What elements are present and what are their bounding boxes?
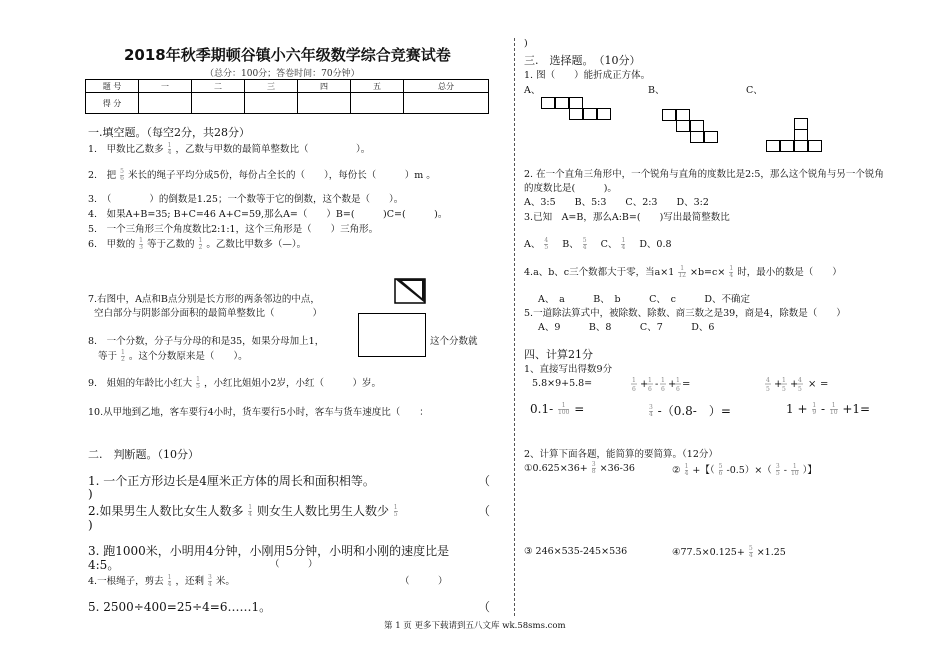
svg-text:+: + xyxy=(774,379,783,390)
svg-text:6: 6 xyxy=(648,386,652,393)
s1-text: ①0.625×36+ xyxy=(524,463,588,474)
e3-text: -（0.8- ）= xyxy=(657,404,731,418)
fraction: $\frac{1}{2}$ xyxy=(121,349,125,363)
simplify-3: ③ 246×535-245×536 xyxy=(524,546,628,557)
fraction: $\frac{1}{12}$ xyxy=(678,265,686,279)
q9-text: 9. 姐姐的年龄比小红大 xyxy=(88,378,193,389)
s4-text: ④77.5×0.125+ xyxy=(672,547,745,558)
q2-text-2: 米长的绳子平均分成5份，每份占全长的（ ），每份长（ ）m 。 xyxy=(127,170,436,181)
question-5: 5. 一个三角形三个角度数比2:1:1，这个三角形是（ ）三角形。 xyxy=(88,224,379,235)
q8-text-2: 。这个分数原来是（ ）。 xyxy=(128,351,248,362)
expr-5 xyxy=(648,402,731,419)
q1-text-2: ，乙数与甲数的最简单整数比（ ）。 xyxy=(175,144,371,155)
simplify-2 xyxy=(672,462,817,477)
expr-6: 1 + $\frac{1}{9}$ - $\frac{1}{10}$ +1= xyxy=(786,402,871,416)
j4-text: 4.一根绳子，剪去 xyxy=(88,576,164,587)
svg-text:5: 5 xyxy=(782,386,786,393)
score-cell[interactable] xyxy=(139,93,192,114)
svg-text:6: 6 xyxy=(676,386,680,393)
fraction: $\frac{1}{5}$ xyxy=(393,504,398,518)
score-cell[interactable] xyxy=(404,93,489,114)
carry-paren: ) xyxy=(524,38,528,49)
judge-5-paren: （ xyxy=(478,600,491,614)
svg-text:1: 1 xyxy=(648,377,652,384)
s2-text-3: -0.5）×（ xyxy=(726,465,772,476)
q6-text-3: 。乙数比甲数多（—）。 xyxy=(206,239,307,250)
expr-2-fractions xyxy=(630,374,691,394)
svg-text:6: 6 xyxy=(632,386,636,393)
q1-text: 1. 甲数比乙数多 xyxy=(88,144,164,155)
simplify-1 xyxy=(524,462,635,475)
s2-text: ② xyxy=(672,465,681,476)
fraction: $\frac{3}{8}$ xyxy=(591,461,596,475)
score-cell[interactable] xyxy=(298,93,351,114)
section-calc: 四、计算21分 xyxy=(524,348,593,361)
calc-part-2: 2、计算下面各题，能简算的要简算。（12分） xyxy=(524,449,718,460)
fraction: $\frac{5}{4}$ xyxy=(748,545,753,559)
question-9 xyxy=(88,375,381,390)
judge-2-close: ) xyxy=(88,518,93,532)
fraction: $\frac{1}{10}$ xyxy=(829,402,838,416)
svg-text:+: + xyxy=(668,379,677,390)
judge-1: 1. 一个正方形边长是4厘米正方体的周长和面积相等。 xyxy=(88,474,375,488)
section-choice: 三. 选择题。 （10分） xyxy=(524,54,641,67)
score-table xyxy=(85,79,489,114)
choice-2-line1: 2. 在一个直角三角形中，一个锐角与直角的度数比是2:5，那么这个锐角与另一个锐角 xyxy=(524,169,884,180)
fraction: $\frac{1}{4}$ xyxy=(621,237,626,251)
page-subtitle: （总分：100分；答卷时间：70分钟） xyxy=(205,69,360,79)
judge-3: 3. 跑1000米，小明用4分钟，小刚用5分钟，小明和小刚的速度比是 xyxy=(88,544,450,558)
judge-2-paren: （ xyxy=(478,504,491,518)
fraction: $\frac{5}{6}$ xyxy=(120,168,124,182)
score-cell[interactable] xyxy=(351,93,404,114)
question-4: 4. 如果A+B=35; B+C=46 A+C=59,那么A=（ ）B=( )C=( )。 xyxy=(88,209,448,220)
svg-text:1: 1 xyxy=(782,377,786,384)
choice-1-option-c: C、 xyxy=(746,85,763,96)
choice-3: 3.已知 A=B，那么A:B=( )写出最简整数比 xyxy=(524,212,730,223)
svg-text:4: 4 xyxy=(766,377,770,384)
page-title: 2018年秋季期顿谷镇小六年级数学综合竞赛试卷 xyxy=(124,46,451,64)
question-8-tail: 这个分数就 xyxy=(430,336,478,347)
question-7-line2: 空白部分与阴影部分面积的最简单整数比（ ） xyxy=(94,308,323,319)
score-col-5: 五 xyxy=(351,80,404,93)
fraction: $\frac{1}{5}$ xyxy=(196,376,200,390)
s2-text-5: ）】 xyxy=(802,465,817,476)
fraction: $\frac{1}{4}$ xyxy=(167,142,172,156)
score-cell[interactable] xyxy=(245,93,298,114)
fraction: $\frac{1}{4}$ xyxy=(684,463,689,477)
fraction: $\frac{1}{100}$ xyxy=(557,402,570,416)
choice-4-options: A、 a B、 b C、 c D、不确定 xyxy=(538,294,751,305)
fraction: $\frac{3}{5}$ xyxy=(775,463,780,477)
s4-text-2: ×1.25 xyxy=(756,547,786,558)
score-row-label: 得 分 xyxy=(86,93,139,114)
question-8-line2 xyxy=(98,348,248,363)
svg-text:1: 1 xyxy=(676,377,680,384)
score-col-4: 四 xyxy=(298,80,351,93)
c4-text-2: ×b=c× xyxy=(690,267,726,278)
simplify-4 xyxy=(672,546,786,559)
j2-text-2: 则女生人数比男生人数少 xyxy=(256,504,389,518)
j4-text-2: ，还剩 xyxy=(175,576,204,587)
score-col-label: 题 号 xyxy=(86,80,139,93)
j2-text: 2.如果男生人数比女生人数多 xyxy=(88,504,244,518)
svg-text:=: = xyxy=(820,379,829,390)
fraction: $\frac{1}{4}$ xyxy=(167,574,172,588)
choice-1: 1. 图（ ）能折成正方体。 xyxy=(524,70,651,81)
judge-5: 5. 2500÷400=25÷4=6……1。 xyxy=(88,600,272,614)
svg-text:6: 6 xyxy=(661,386,665,393)
fraction: $\frac{5}{6}$ xyxy=(718,463,723,477)
q2-text: 2. 把 xyxy=(88,170,117,181)
score-col-1: 一 xyxy=(139,80,192,93)
choice-5-options: A、9 B、8 C、7 D、6 xyxy=(538,322,715,333)
question-2 xyxy=(88,167,436,182)
section-true-false: 二. 判断题。（10分） xyxy=(88,448,199,461)
svg-text:4: 4 xyxy=(798,377,802,384)
e2-text: 0.1- xyxy=(530,402,554,416)
c3-opt-a: A、 xyxy=(524,239,541,250)
fraction: $\frac{3}{4}$ xyxy=(208,574,212,588)
c4-text: 4.a、b、c三个数都大于零，当a×1 xyxy=(524,267,675,278)
svg-text:5: 5 xyxy=(798,386,802,393)
fraction: $\frac{1}{4}$ xyxy=(729,265,734,279)
choice-4 xyxy=(524,264,842,279)
score-cell[interactable] xyxy=(192,93,245,114)
svg-text:5: 5 xyxy=(766,386,770,393)
svg-text:1: 1 xyxy=(632,377,636,384)
judge-2 xyxy=(88,502,399,519)
section-fill-blank: 一.填空题。（每空2分，共28分） xyxy=(88,126,250,139)
svg-text:=: = xyxy=(682,379,691,390)
e4-text-2: +1= xyxy=(842,402,871,416)
fraction: $\frac{1}{9}$ xyxy=(812,402,817,416)
choice-3-options xyxy=(524,236,672,251)
question-7-line1: 7.右图中，A点和B点分别是长方形的两条邻边的中点， xyxy=(88,294,320,305)
fraction: $\frac{1}{10}$ xyxy=(790,463,799,477)
fraction: $\frac{5}{4}$ xyxy=(582,237,587,251)
c3-opt-b: B、 xyxy=(562,239,579,250)
choice-5: 5.一道除法算式中，被除数、除数、商三数之是39，商是4，除数是（ ） xyxy=(524,308,846,319)
judge-3-line2: 4:5。 xyxy=(88,558,120,572)
s1-text-2: ×36-36 xyxy=(599,463,635,474)
judge-4 xyxy=(88,573,235,588)
c4-text-3: 时，最小的数是（ ） xyxy=(737,267,842,278)
question-10: 10.从甲地到乙地，客车要行4小时，货车要行5小时，客车与货车速度比（ ： xyxy=(88,407,429,418)
judge-1-paren: （ xyxy=(478,474,491,488)
choice-1-option-b: B、 xyxy=(648,85,665,96)
score-col-total: 总分 xyxy=(404,80,489,93)
expr-4 xyxy=(530,402,584,416)
judge-1-close: ) xyxy=(88,487,93,501)
s2-text-4: - xyxy=(783,465,787,476)
question-8-line1: 8. 一个分数，分子与分母的和是35，如果分母加上1， xyxy=(88,336,325,347)
calc-part-1: 1、直接写出得数9分 xyxy=(524,364,613,375)
fraction: $\frac{3}{4}$ xyxy=(649,404,653,418)
c3-opt-c: C、 xyxy=(600,239,618,250)
fraction: $\frac{1}{3}$ xyxy=(139,237,143,251)
e2-text-2: = xyxy=(574,402,585,416)
choice-1-option-a: A、 xyxy=(524,85,541,96)
fraction: $\frac{4}{5}$ xyxy=(544,237,549,251)
question-6 xyxy=(88,236,306,251)
expr-1: 5.8×9+5.8= xyxy=(532,378,593,389)
svg-text:+: + xyxy=(640,379,649,390)
score-col-2: 二 xyxy=(192,80,245,93)
c3-opt-d: D、0.8 xyxy=(639,239,672,250)
svg-text:-: - xyxy=(655,379,659,390)
judge-3-paren: （ ） xyxy=(270,559,318,570)
e4-text: 1 + xyxy=(786,402,808,416)
page-footer: 第 1 页 更多下载请到五八文库 wk.58sms.com xyxy=(384,621,566,631)
expr-3-fractions xyxy=(764,374,842,394)
q6-text: 6. 甲数的 xyxy=(88,239,136,250)
judge-4-paren: （ ） xyxy=(400,576,448,587)
score-col-3: 三 xyxy=(245,80,298,93)
choice-2-line2: 的度数比是( )。 xyxy=(524,183,617,194)
fraction: $\frac{1}{2}$ xyxy=(198,237,203,251)
question-1 xyxy=(88,141,370,156)
rectangle-figure xyxy=(358,313,426,357)
q6-text-2: 等于乙数的 xyxy=(146,239,195,250)
q8-text: 等于 xyxy=(98,351,118,362)
question-3: 3. （ ）的倒数是1.25；一个数等于它的倒数，这个数是（ ）。 xyxy=(88,194,404,205)
j4-text-3: 米。 xyxy=(215,576,235,587)
svg-text:×: × xyxy=(808,379,817,390)
shaded-triangle-figure xyxy=(394,278,426,304)
svg-text:+: + xyxy=(790,379,799,390)
fraction: $\frac{1}{4}$ xyxy=(248,504,253,518)
choice-2-options: A、3:5 B、5:3 C、2:3 D、3:2 xyxy=(524,197,709,208)
svg-text:1: 1 xyxy=(661,377,665,384)
q9-text-2: ，小红比姐姐小2岁，小红（ ）岁。 xyxy=(203,378,382,389)
column-divider xyxy=(514,38,515,616)
s2-text-2: +【（ xyxy=(692,465,715,476)
